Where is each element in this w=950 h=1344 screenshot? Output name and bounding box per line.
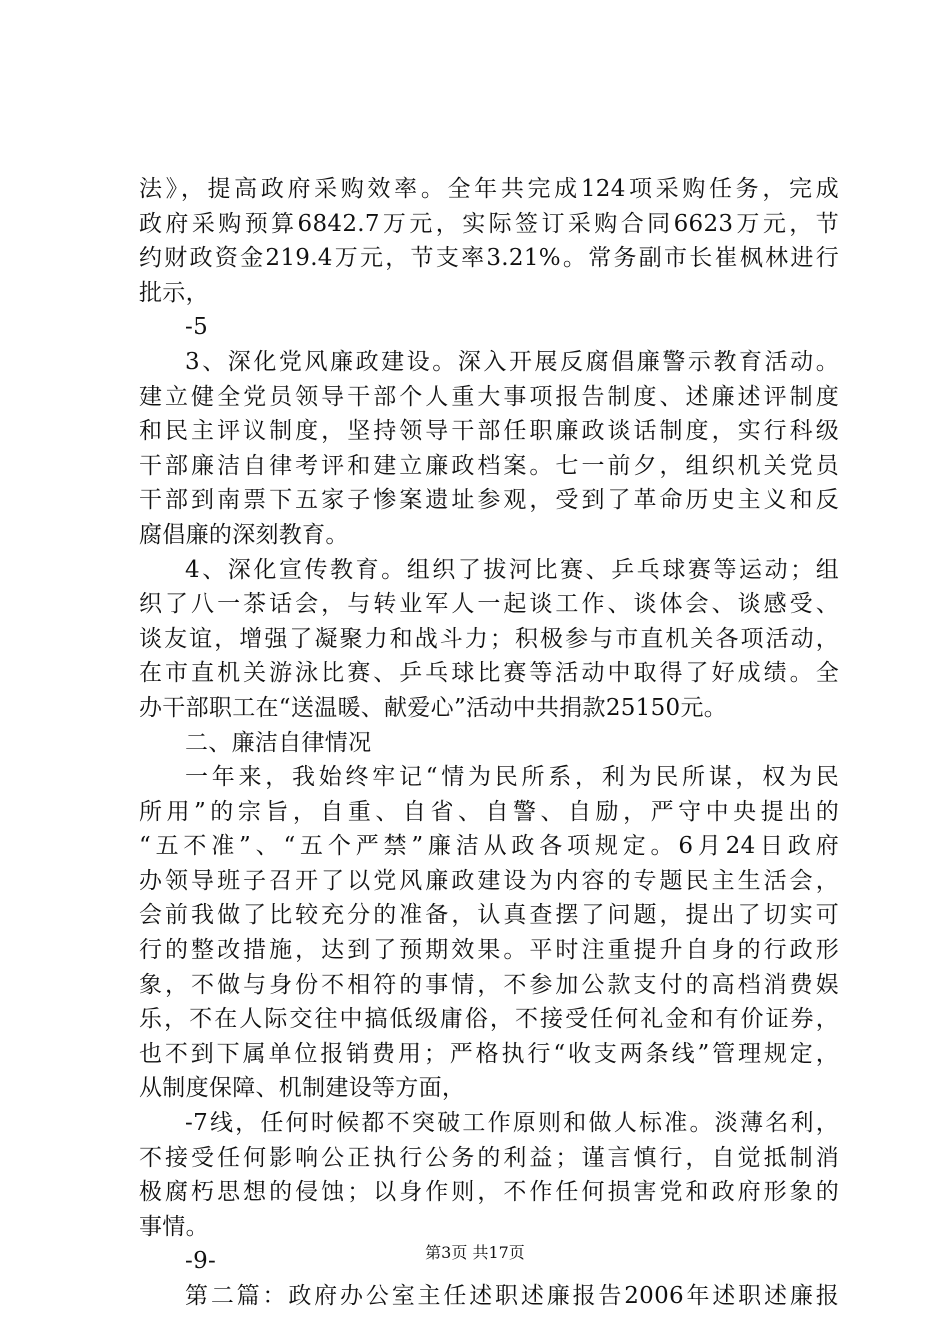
text-line: 干部廉洁自律考评和建立廉政档案。七一前夕，组织机关党员 — [139, 452, 839, 479]
chapter-heading-line: 第二篇：政府办公室主任述职述廉报告2006年述职述廉报 — [185, 1283, 839, 1309]
text-line: 政府采购预算6842.7万元，实际签订采购合同6623万元，节 — [139, 210, 839, 237]
text-line: 和民主评议制度，坚持领导干部任职廉政谈话制度，实行科级 — [139, 418, 839, 445]
text-line: 行的整改措施，达到了预期效果。平时注重提升自身的行政形 — [139, 937, 839, 964]
text-line: 谈友谊，增强了凝聚力和战斗力；积极参与市直机关各项活动， — [139, 625, 839, 652]
text-line: 在市直机关游泳比赛、乒乓球比赛等活动中取得了好成绩。全 — [139, 660, 839, 687]
text-line: 乐，不在人际交往中搞低级庸俗，不接受任何礼金和有价证券， — [139, 1006, 839, 1033]
text-line: 腐倡廉的深刻教育。 — [139, 521, 349, 548]
text-line: 象，不做与身份不相符的事情，不参加公款支付的高档消费娱 — [139, 971, 839, 998]
text-line: 从制度保障、机制建设等方面， — [139, 1075, 466, 1102]
text-line: 极腐朽思想的侵蚀；以身作则，不作任何损害党和政府形象的 — [139, 1179, 839, 1206]
text-line: 约财政资金219.4万元，节支率3.21%。常务副市长崔枫林进行 — [139, 245, 839, 272]
page-number: 第3页 共17页 — [425, 1243, 525, 1262]
text-line: 也不到下属单位报销费用；严格执行“收支两条线”管理规定， — [139, 1040, 839, 1067]
page-marker: -9- — [185, 1248, 217, 1275]
section-heading-line: 4、深化宣传教育。组织了拔河比赛、乒乓球赛等运动；组 — [185, 556, 839, 583]
document-body — [139, 172, 839, 1314]
section-heading: 二、廉洁自律情况 — [185, 729, 372, 756]
section-heading-line: 3、深化党风廉政建设。深入开展反腐倡廉警示教育活动。 — [185, 348, 839, 375]
text-line: 批示， — [139, 279, 209, 306]
text-line: 所用”的宗旨，自重、自省、自警、自励，严守中央提出的 — [139, 798, 839, 825]
text-line: 会前我做了比较充分的准备，认真查摆了问题，提出了切实可 — [139, 902, 839, 929]
text-line: 事情。 — [139, 1213, 209, 1240]
page-footer — [0, 1243, 950, 1263]
text-line: 办干部职工在“送温暖、献爱心”活动中共捐款25150元。 — [139, 694, 728, 721]
text-line: 法》，提高政府采购效率。全年共完成124项采购任务，完成 — [139, 176, 839, 202]
text-line: 办领导班子召开了以党风廉政建设为内容的专题民主生活会， — [139, 867, 839, 894]
text-line: “五不准”、“五个严禁”廉洁从政各项规定。6月24日政府 — [139, 833, 839, 860]
text-line: 建立健全党员领导干部个人重大事项报告制度、述廉述评制度 — [139, 383, 839, 410]
text-line: 织了八一茶话会，与转业军人一起谈工作、谈体会、谈感受、 — [139, 591, 839, 618]
page-marker: -5 — [185, 314, 209, 341]
text-line: 不接受任何影响公正执行公务的利益；谨言慎行，自觉抵制消 — [139, 1144, 839, 1171]
text-line: -7线，任何时候都不突破工作原则和做人标准。淡薄名利， — [185, 1110, 839, 1137]
text-line: 一年来，我始终牢记“情为民所系，利为民所谋，权为民 — [185, 764, 839, 791]
text-line: 干部到南票下五家子惨案遗址参观，受到了革命历史主义和反 — [139, 487, 839, 514]
